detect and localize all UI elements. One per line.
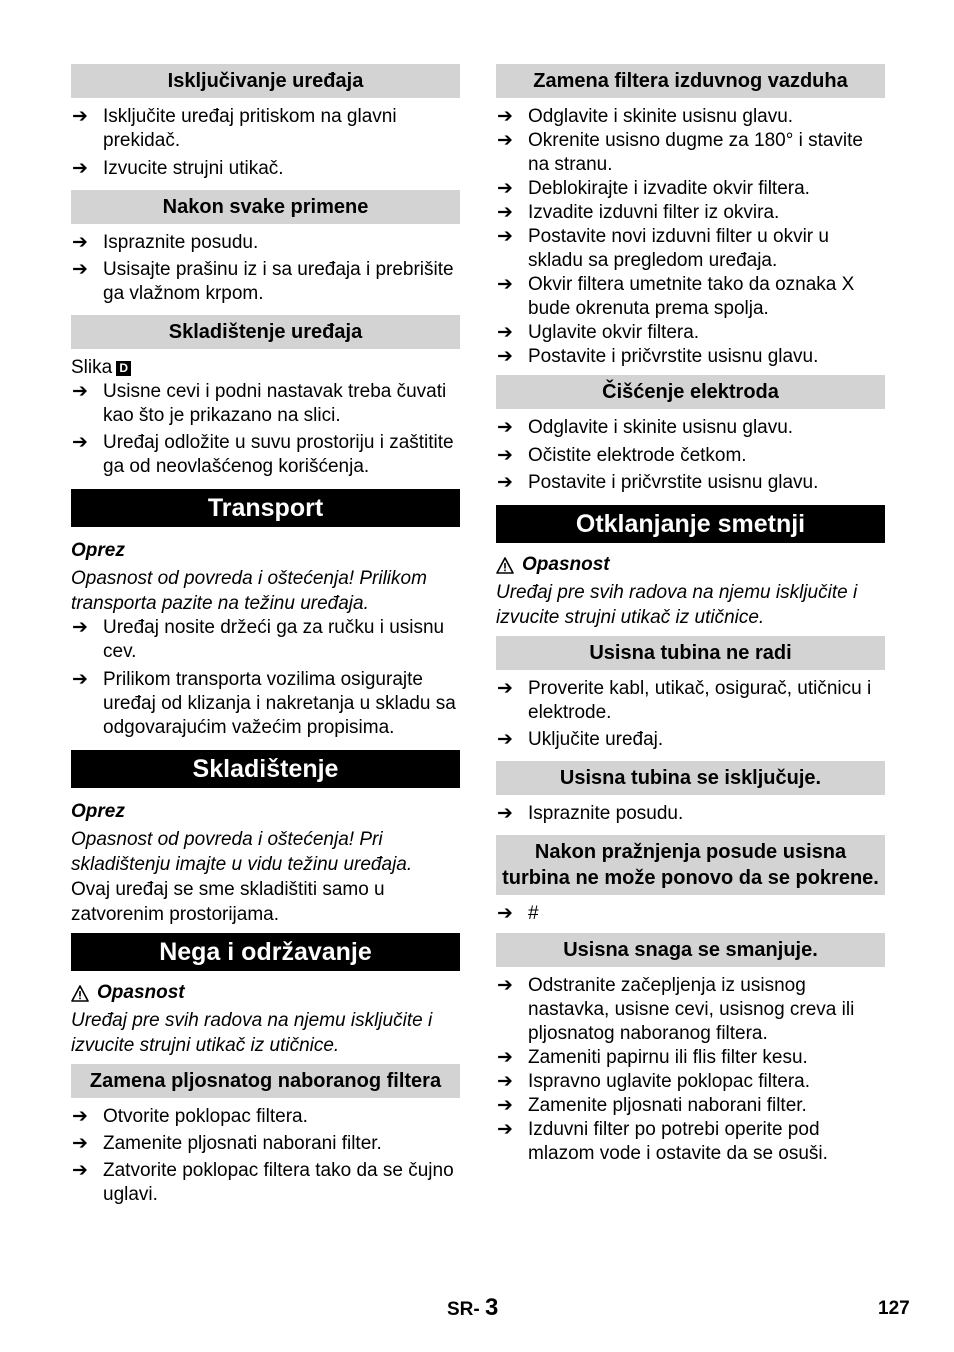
arrow-icon: ➔ <box>497 803 513 824</box>
arrow-icon: ➔ <box>497 202 513 223</box>
list-item: ➔ Okvir filtera umetnite tako da oznaka X bude okrenuta prema spolja. <box>497 274 855 319</box>
list-item: ➔ Ispraznite posudu. <box>497 803 684 824</box>
list-item: ➔ # <box>497 903 539 924</box>
list-item: ➔ Postavite i pričvrstite usisnu glavu. <box>497 346 819 367</box>
arrow-icon: ➔ <box>497 975 513 996</box>
figure-d-badge: D <box>116 361 131 376</box>
arrow-icon: ➔ <box>497 346 513 367</box>
danger-text: Uređaj pre svih radova na njemu isključite i izvucite strujni utikač iz utičnice. <box>496 582 858 628</box>
arrow-icon: ➔ <box>72 669 88 690</box>
arrow-icon: ➔ <box>497 678 513 699</box>
list-item: ➔ Isključite uređaj pritiskom na glavni prekidač. <box>72 106 397 151</box>
arrow-icon: ➔ <box>72 1106 88 1127</box>
arrow-icon: ➔ <box>497 417 513 438</box>
arrow-icon: ➔ <box>72 259 88 280</box>
list-item: ➔ Uređaj odložite u suvu prostoriju i zaštitite ga od neovlašćenog korišćenja. <box>72 432 454 477</box>
arrow-icon: ➔ <box>72 232 88 253</box>
storage-note: Ovaj uređaj se sme skladištiti samo u zatvorenim prostorijama. <box>71 879 385 925</box>
list-item: ➔ Izvucite strujni utikač. <box>72 158 284 179</box>
list-item: ➔ Očistite elektrode četkom. <box>497 445 747 466</box>
list-item: ➔ Otvorite poklopac filtera. <box>72 1106 308 1127</box>
heading-electrode-cleaning: Čišćenje elektroda <box>496 375 885 409</box>
arrow-icon: ➔ <box>72 381 88 402</box>
list-item: ➔ Proverite kabl, utikač, osigurač, utičnicu i elektrode. <box>497 678 872 723</box>
caution-label: Oprez <box>71 801 125 822</box>
list-item: ➔ Zatvorite poklopac filtera tako da se čujno uglavi. <box>72 1160 454 1205</box>
list-item: ➔ Postavite i pričvrstite usisnu glavu. <box>497 472 819 493</box>
list-item: ➔ Odglavite i skinite usisnu glavu. <box>497 106 794 127</box>
list-item: ➔ Odstranite začepljenja iz usisnog nastavka, usisne cevi, usisnog creva ili pljosnatog naboranog filtera. <box>497 975 855 1044</box>
arrow-icon: ➔ <box>497 322 513 343</box>
arrow-icon: ➔ <box>72 158 88 179</box>
arrow-icon: ➔ <box>497 472 513 493</box>
list-item: ➔ Uređaj nosite držeći ga za ručku i usisnu cev. <box>72 617 445 662</box>
list-item: ➔ Odglavite i skinite usisnu glavu. <box>497 417 794 438</box>
page-number: 127 <box>878 1298 910 1319</box>
heading-care-maintenance: Nega i održavanje <box>71 933 460 971</box>
list-item: ➔ Zamenite pljosnati naborani filter. <box>72 1133 382 1154</box>
warning-triangle-icon <box>71 985 89 1002</box>
heading-exhaust-filter: Zamena filtera izduvnog vazduha <box>496 64 885 98</box>
arrow-icon: ➔ <box>497 178 513 199</box>
list-item: ➔ Deblokirajte i izvadite okvir filtera. <box>497 178 810 199</box>
heading-no-run: Usisna tubina ne radi <box>496 636 885 670</box>
list-item: ➔ Uglavite okvir filtera. <box>497 322 700 343</box>
heading-switch-off-fault: Usisna tubina se isključuje. <box>496 761 885 795</box>
arrow-icon: ➔ <box>497 130 513 151</box>
list-item: ➔ Usisajte prašinu iz i sa uređaja i prebrišite ga vlažnom krpom. <box>72 259 454 304</box>
list-item: ➔ Prilikom transporta vozilima osigurajte uređaj od klizanja i nakretanja u skladu sa odgovarajućim važećim propisima. <box>72 669 456 738</box>
arrow-icon: ➔ <box>497 1095 513 1116</box>
warning-triangle-icon <box>496 557 514 574</box>
list-item: ➔ Zamenite pljosnati naborani filter. <box>497 1095 807 1116</box>
list-item: ➔ Uključite uređaj. <box>497 729 664 750</box>
arrow-icon: ➔ <box>497 106 513 127</box>
caution-label: Oprez <box>71 540 125 561</box>
arrow-icon: ➔ <box>497 274 513 295</box>
heading-device-storage: Skladištenje uređaja <box>71 315 460 349</box>
footer-section-code: SR- 3 <box>447 1294 499 1321</box>
danger-label: Opasnost <box>71 981 460 1005</box>
arrow-icon: ➔ <box>497 903 513 924</box>
heading-after-each-use: Nakon svake primene <box>71 190 460 224</box>
arrow-icon: ➔ <box>497 1071 513 1092</box>
arrow-icon: ➔ <box>497 226 513 247</box>
arrow-icon: ➔ <box>72 106 88 127</box>
heading-switch-off: Isključivanje uređaja <box>71 64 460 98</box>
arrow-icon: ➔ <box>497 729 513 750</box>
figure-reference: Slika D <box>71 355 460 380</box>
heading-storage: Skladištenje <box>71 750 460 788</box>
list-item: ➔ Ispravno uglavite poklopac filtera. <box>497 1071 810 1092</box>
caution-text: Opasnost od povreda i oštećenja! Prilikom transporta pazite na težinu uređaja. <box>71 568 427 614</box>
list-item: ➔ Izvadite izduvni filter iz okvira. <box>497 202 780 223</box>
list-item: ➔ Usisne cevi i podni nastavak treba čuvati kao što je prikazano na slici. <box>72 381 447 426</box>
list-item: ➔ Izduvni filter po potrebi operite pod mlazom vode i ostavite da se osuši. <box>497 1119 828 1164</box>
danger-text: Uređaj pre svih radova na njemu isključite i izvucite strujni utikač iz utičnice. <box>71 1010 433 1056</box>
left-column <box>71 64 460 1207</box>
heading-no-restart: Nakon pražnjenja posude usisna turbina ne može ponovo da se pokrene. <box>496 835 885 895</box>
heading-flat-filter: Zamena pljosnatog naboranog filtera <box>71 1064 460 1098</box>
arrow-icon: ➔ <box>497 1047 513 1068</box>
arrow-icon: ➔ <box>497 1119 513 1140</box>
right-column <box>496 64 885 1166</box>
arrow-icon: ➔ <box>497 445 513 466</box>
arrow-icon: ➔ <box>72 432 88 453</box>
arrow-icon: ➔ <box>72 1160 88 1181</box>
heading-transport: Transport <box>71 489 460 527</box>
list-item: ➔ Postavite novi izduvni filter u okvir u skladu sa pregledom uređaja. <box>497 226 829 271</box>
danger-label: Opasnost <box>496 553 885 577</box>
list-item: ➔ Okrenite usisno dugme za 180° i stavite na stranu. <box>497 130 863 175</box>
caution-text: Opasnost od povreda i oštećenja! Pri skladištenju imajte u vidu težinu uređaja. <box>71 829 413 875</box>
heading-power-drop: Usisna snaga se smanjuje. <box>496 933 885 967</box>
arrow-icon: ➔ <box>72 1133 88 1154</box>
arrow-icon: ➔ <box>72 617 88 638</box>
list-item: ➔ Zameniti papirnu ili flis filter kesu. <box>497 1047 808 1068</box>
heading-troubleshooting: Otklanjanje smetnji <box>496 505 885 543</box>
list-item: ➔ Ispraznite posudu. <box>72 232 259 253</box>
